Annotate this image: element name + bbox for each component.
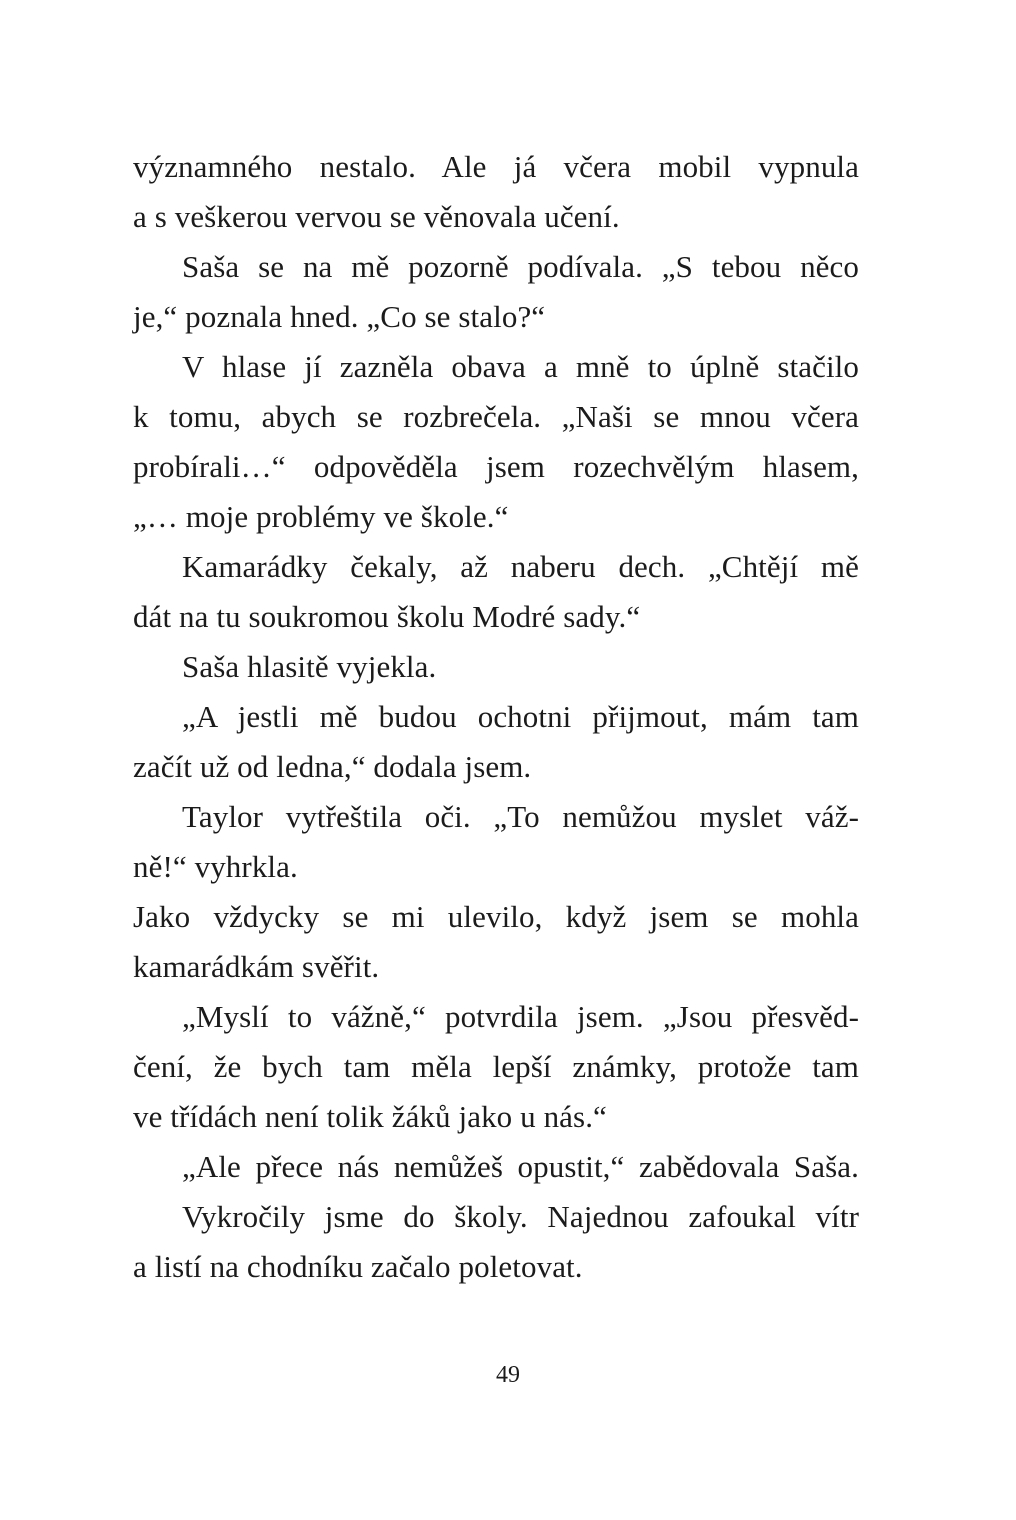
text-line: začít už od ledna,“ dodala jsem.	[133, 749, 532, 784]
text-line: probírali…“ odpověděla jsem rozechvělým hlasem,	[133, 449, 859, 484]
text-line: Vykročily jsme do školy. Najednou zafoukal vítr	[182, 1199, 859, 1234]
text-line: ně!“ vyhrkla.	[133, 849, 298, 884]
body-text	[133, 142, 859, 1292]
text-line: dát na tu soukromou školu Modré sady.“	[133, 599, 641, 634]
text-line: k tomu, abych se rozbrečela. „Naši se mnou včera	[133, 399, 859, 434]
text-line: Taylor vytřeštila oči. „To nemůžou myslet váž-	[182, 799, 859, 834]
text-line: a s veškerou vervou se věnovala učení.	[133, 199, 620, 234]
page-number: 49	[496, 1362, 520, 1388]
text-line: Saša hlasitě vyjekla.	[182, 649, 437, 684]
text-line: Jako vždycky se mi ulevilo, když jsem se mohla	[133, 899, 859, 934]
text-line: „Ale přece nás nemůžeš opustit,“ zabědovala Saša.	[182, 1149, 859, 1184]
text-line: „… moje problémy ve škole.“	[133, 499, 509, 534]
text-line: „A jestli mě budou ochotni přijmout, mám tam	[182, 699, 859, 734]
text-line: Kamarádky čekaly, až naberu dech. „Chtějí mě	[182, 549, 859, 584]
text-line: a listí na chodníku začalo poletovat.	[133, 1249, 583, 1284]
text-line: kamarádkám svěřit.	[133, 949, 380, 984]
text-line: ve třídách není tolik žáků jako u nás.“	[133, 1099, 607, 1134]
text-line: V hlase jí zazněla obava a mně to úplně stačilo	[182, 349, 859, 384]
text-line: je,“ poznala hned. „Co se stalo?“	[133, 299, 546, 334]
text-line: „Myslí to vážně,“ potvrdila jsem. „Jsou přesvěd-	[182, 999, 859, 1034]
text-line: Saša se na mě pozorně podívala. „S tebou něco	[182, 249, 859, 284]
text-line: čení, že bych tam měla lepší známky, protože tam	[133, 1049, 859, 1084]
text-line: významného nestalo. Ale já včera mobil vypnula	[133, 149, 859, 184]
